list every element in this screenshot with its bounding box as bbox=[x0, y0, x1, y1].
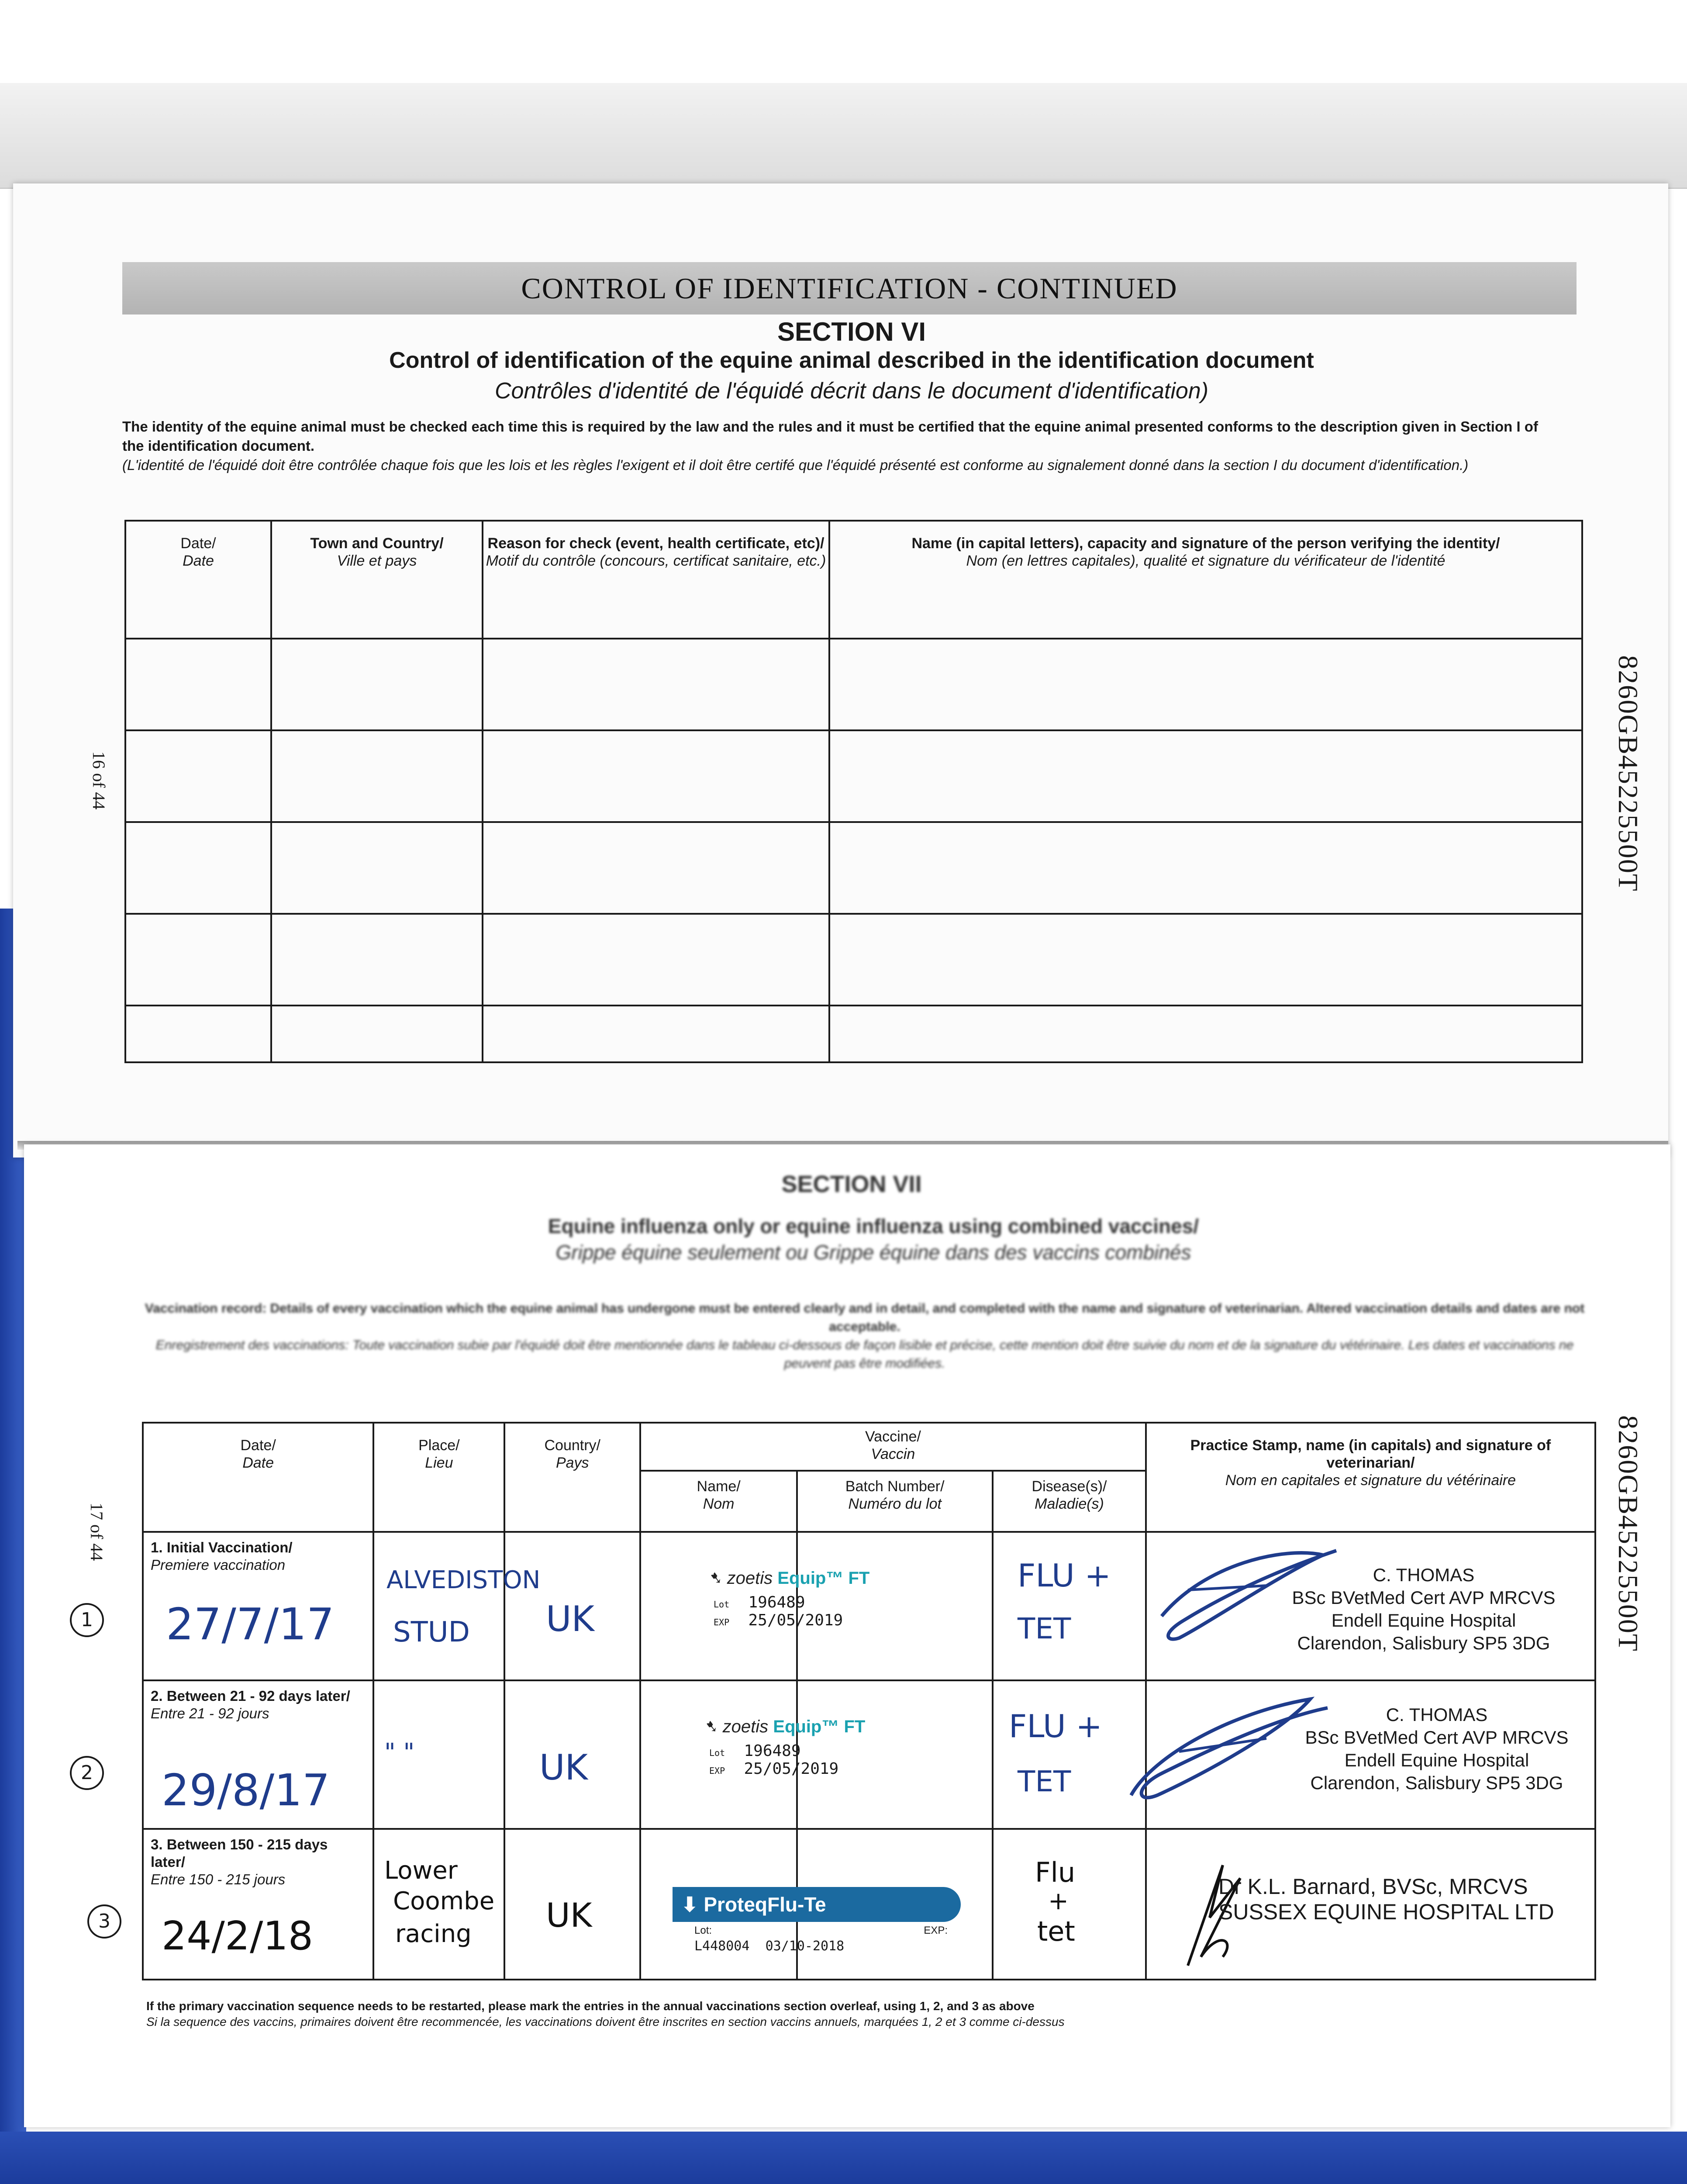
zoetis-mark-icon: ➷ bbox=[703, 1717, 718, 1736]
col-reason-header: Reason for check (event, health certificate, etc)/ Motif du contrôle (concours, certificat sanitaire, etc.) bbox=[483, 521, 829, 639]
vaccine-sticker-1: ➷ zoetis Equip™ FT Lot 196489 EXP 25/05/2019 bbox=[707, 1568, 891, 1655]
table-row bbox=[125, 1006, 1582, 1062]
row-circle-3: 3 bbox=[87, 1904, 121, 1939]
vet-stamp-2: C. THOMAS BSc BVetMed Cert AVP MRCVS Endell Equine Hospital Clarendon, Salisbury SP5 3DG bbox=[1305, 1704, 1569, 1793]
col-date-header: Date/ Date bbox=[125, 521, 271, 639]
row-label: 2. Between 21 - 92 days later/ Entre 21 - 92 jours bbox=[143, 1680, 373, 1829]
page-number-16: 16 of 44 bbox=[89, 751, 109, 810]
vet-name-1: C. THOMAS bbox=[1373, 1565, 1475, 1585]
row-circle-2: 2 bbox=[70, 1756, 104, 1790]
col-place-header: Place/ Lieu bbox=[373, 1423, 504, 1532]
passport-serial-top: 8260GB45225500T bbox=[1613, 655, 1644, 892]
disease-2-line1: FLU + bbox=[1009, 1708, 1102, 1745]
footnote: If the primary vaccination sequence needs to be restarted, please mark the entries in the annual vaccinations section overleaf, using 1, 2, and 3 as above Si la sequence des vaccins, primaires doivent être recommencée, les vaccinations doivent être inscrites en section vaccins annuels, marquées 1, 2 et 3 comme ci-dessus bbox=[146, 1999, 1065, 2028]
section-vii-intro: Vaccination record: Details of every vaccination which the equine animal has undergone must be entered clearly and in detail, and completed with the name and signature of veterinarian. Altered vaccination details and dates are not acceptable. Enregistrement des vaccinations: Toute vaccination subie par l'équidé doit être mentionnée dans le tableau ci-dessous de façon lisible et précise, cette mention doit être suivie du nom et de la signature du vétérinaire. Les dates et vaccinations ne peuvent pas être modifiées. bbox=[145, 1301, 1585, 1371]
col-name-header: Name/ Nom bbox=[640, 1471, 797, 1532]
vet-stamp-1: C. THOMAS BSc BVetMed Cert AVP MRCVS Endell Equine Hospital Clarendon, Salisbury SP5 3DG bbox=[1292, 1565, 1556, 1653]
table-row bbox=[125, 639, 1582, 730]
place-1-line1: ALVEDISTON bbox=[386, 1566, 541, 1594]
disease-3-line1: Flu bbox=[1035, 1856, 1076, 1888]
vet-stamp-3: Dr K.L. Barnard, BVSc, MRCVS SUSSEX EQUINE HOSPITAL LTD bbox=[1218, 1874, 1554, 1924]
disease-3-line2: + bbox=[1048, 1887, 1069, 1915]
place-2: " " bbox=[384, 1738, 415, 1767]
lot-number-1: 196489 bbox=[748, 1593, 805, 1611]
country-1: UK bbox=[546, 1599, 595, 1639]
expiry-1: 25/05/2019 bbox=[748, 1611, 843, 1629]
row-circle-1: 1 bbox=[70, 1603, 104, 1637]
disease-1-line1: FLU + bbox=[1018, 1557, 1111, 1594]
table-row bbox=[125, 730, 1582, 822]
expiry-3: 03/10-2018 bbox=[765, 1939, 845, 1954]
zoetis-logo: ➷ zoetis Equip™ FT bbox=[707, 1569, 870, 1588]
col-vaccine-header: Vaccine/ Vaccin bbox=[640, 1423, 1146, 1471]
lot-number-3: L448004 bbox=[694, 1939, 750, 1954]
country-3: UK bbox=[546, 1896, 592, 1935]
col-name-header: Name (in capital letters), capacity and signature of the person verifying the identity/ Nom (en lettres capitales), qualité et signature du vérificateur de l'identité bbox=[829, 521, 1582, 639]
col-stamp-header: Practice Stamp, name (in capitals) and signature of veterinarian/ Nom en capitales et signature du vétérinaire bbox=[1146, 1423, 1595, 1532]
date-2: 29/8/17 bbox=[162, 1765, 330, 1816]
place-3-line1: Lower bbox=[384, 1856, 458, 1885]
place-3-line2: Coombe bbox=[393, 1887, 495, 1915]
col-disease-header: Disease(s)/ Maladie(s) bbox=[993, 1471, 1146, 1532]
zoetis-logo: ➷ zoetis Equip™ FT bbox=[703, 1717, 866, 1736]
passport-serial-bottom: 8260GB45225500T bbox=[1613, 1415, 1644, 1652]
row-label: 3. Between 150 - 215 days later/ Entre 150 - 215 jours bbox=[143, 1829, 373, 1980]
vet-name-3: Dr K.L. Barnard, BVSc, MRCVS bbox=[1218, 1874, 1528, 1899]
col-town-header: Town and Country/ Ville et pays bbox=[271, 521, 483, 639]
date-3: 24/2/18 bbox=[162, 1913, 313, 1959]
passport-cover-bottom bbox=[0, 2132, 1687, 2184]
lot-number-2: 196489 bbox=[744, 1742, 801, 1760]
passport-sleeve bbox=[0, 83, 1687, 189]
proteq-logo: ⬇ ProteqFlu-Te bbox=[673, 1887, 961, 1922]
section-vii-title: SECTION VII bbox=[781, 1171, 922, 1197]
vaccine-sticker-2: ➷ zoetis Equip™ FT Lot 196489 EXP 25/05/2019 bbox=[703, 1717, 887, 1804]
section-vii-subtitle: Equine influenza only or equine influenza using combined vaccines/ bbox=[548, 1215, 1199, 1237]
expiry-2: 25/05/2019 bbox=[744, 1760, 839, 1778]
intro-en: The identity of the equine animal must be checked each time this is required by the law and the rules and it must be certified that the equine animal presented conforms to the description given in Section I of the identification document. bbox=[122, 418, 1538, 454]
place-1-line2: STUD bbox=[393, 1616, 470, 1648]
disease-2-line2: TET bbox=[1018, 1765, 1071, 1798]
section-vi-title: SECTION VI bbox=[777, 317, 926, 346]
table-row bbox=[125, 914, 1582, 1006]
section-vi-subtitle-fr: Contrôles d'identité de l'équidé décrit dans le document d'identification) bbox=[494, 378, 1209, 404]
section-vii-subtitle-fr: Grippe équine seulement ou Grippe équine dans des vaccins combinés bbox=[555, 1241, 1191, 1264]
row-label: 1. Initial Vaccination/ Premiere vaccination bbox=[143, 1532, 373, 1680]
disease-3-line3: tet bbox=[1037, 1915, 1075, 1947]
page-number-17: 17 of 44 bbox=[87, 1503, 107, 1561]
zoetis-mark-icon: ➷ bbox=[707, 1569, 722, 1588]
col-date-header: Date/ Date bbox=[143, 1423, 373, 1532]
col-batch-header: Batch Number/ Numéro du lot bbox=[797, 1471, 993, 1532]
section-band-title: CONTROL OF IDENTIFICATION - CONTINUED bbox=[122, 262, 1577, 314]
section-vi-intro bbox=[122, 417, 1555, 475]
table-row bbox=[125, 822, 1582, 914]
col-country-header: Country/ Pays bbox=[504, 1423, 640, 1532]
identity-check-table bbox=[124, 520, 1583, 1063]
place-3-line3: racing bbox=[395, 1920, 472, 1948]
vaccine-sticker-3: ⬇ ProteqFlu-Te Lot: EXP: L448004 03/10-2018 bbox=[673, 1887, 961, 1961]
proteq-mark-icon: ⬇ bbox=[681, 1893, 698, 1916]
vet-name-2: C. THOMAS bbox=[1386, 1704, 1488, 1725]
disease-1-line2: TET bbox=[1018, 1612, 1071, 1645]
section-vi-subtitle: Control of identification of the equine animal described in the identification document bbox=[389, 348, 1314, 373]
country-2: UK bbox=[539, 1747, 588, 1788]
date-1: 27/7/17 bbox=[166, 1599, 335, 1650]
intro-fr: (L'identité de l'équidé doit être contrôlée chaque fois que les lois et les règles l'exigent et il doit être certifé que l'équidé présenté est conforme au signalement donné dans la section I du document d'identification.) bbox=[122, 457, 1469, 473]
